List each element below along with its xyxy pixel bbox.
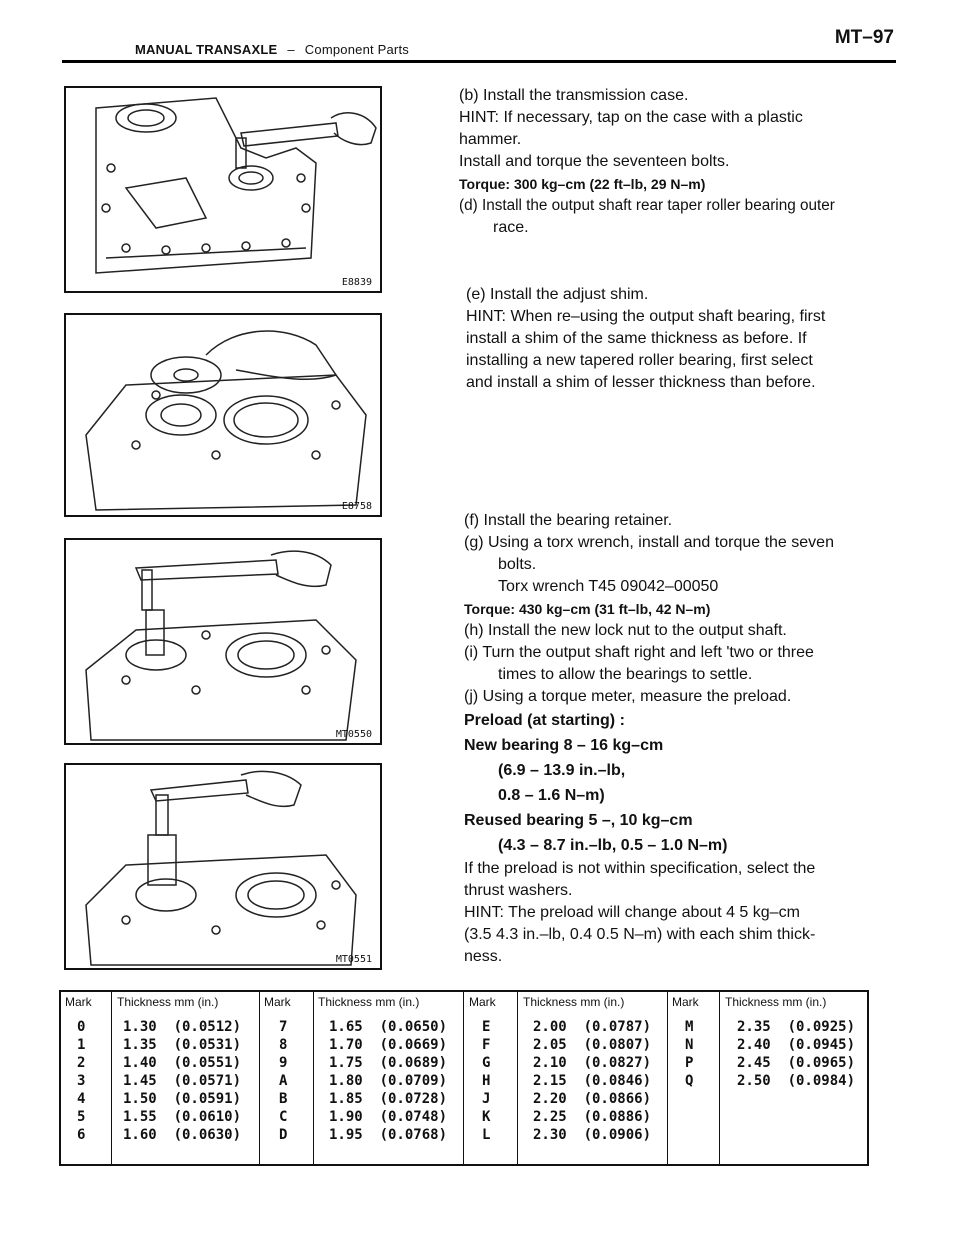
table-divider bbox=[463, 992, 464, 1164]
thickness-column-3 bbox=[533, 1018, 651, 1144]
page-number: MT–97 bbox=[834, 27, 894, 48]
shim-mark: D bbox=[279, 1127, 288, 1143]
page-header bbox=[135, 42, 409, 57]
mark-column-1 bbox=[77, 1018, 85, 1144]
thickness-header: Thickness mm (in.) bbox=[318, 995, 420, 1009]
transmission-case-illustration bbox=[66, 88, 380, 291]
shim-mark: E bbox=[482, 1019, 491, 1035]
shim-mark: 8 bbox=[279, 1037, 288, 1053]
shim-mark: M bbox=[685, 1019, 694, 1035]
mark-column-4 bbox=[685, 1018, 693, 1090]
step-d-cont: race. bbox=[493, 219, 529, 236]
bearing-retainer-illustration bbox=[66, 540, 380, 743]
mark-header: Mark bbox=[672, 995, 699, 1009]
hint-e-4: and install a shim of lesser thickness than before. bbox=[466, 374, 816, 391]
header-separator: – bbox=[287, 42, 295, 57]
preload-new: New bearing 8 – 16 kg–cm bbox=[464, 737, 664, 754]
shim-thickness: 2.15 (0.0846) bbox=[533, 1073, 652, 1089]
hint-b-cont: hammer. bbox=[459, 131, 522, 148]
mark-column-3 bbox=[482, 1018, 490, 1144]
shim-mark: A bbox=[279, 1073, 288, 1089]
shim-thickness: 2.40 (0.0945) bbox=[737, 1037, 856, 1053]
hint-e-2: install a shim of the same thickness as before. If bbox=[466, 330, 807, 347]
shim-mark: L bbox=[482, 1127, 491, 1143]
torque-meter-illustration bbox=[66, 765, 380, 968]
step-f: (f) Install the bearing retainer. bbox=[464, 512, 673, 529]
shim-mark: G bbox=[482, 1055, 491, 1071]
preload-title: Preload (at starting) : bbox=[464, 712, 625, 729]
figure-transmission-case bbox=[64, 86, 382, 293]
note-5: ness. bbox=[464, 948, 503, 965]
adjust-shim-illustration bbox=[66, 315, 380, 515]
shim-thickness: 2.50 (0.0984) bbox=[737, 1073, 856, 1089]
shim-thickness: 2.20 (0.0866) bbox=[533, 1091, 652, 1107]
shim-mark: F bbox=[482, 1037, 491, 1053]
shim-thickness: 1.90 (0.0748) bbox=[329, 1109, 448, 1125]
figure-adjust-shim bbox=[64, 313, 382, 517]
instructions-b-to-d bbox=[459, 85, 889, 239]
shim-mark: 0 bbox=[77, 1019, 86, 1035]
shim-thickness: 1.60 (0.0630) bbox=[123, 1127, 242, 1143]
mark-header: Mark bbox=[65, 995, 92, 1009]
shim-thickness: 1.85 (0.0728) bbox=[329, 1091, 448, 1107]
shim-thickness: 1.40 (0.0551) bbox=[123, 1055, 242, 1071]
shim-mark: N bbox=[685, 1037, 694, 1053]
shim-mark: 2 bbox=[77, 1055, 86, 1071]
note-4: (3.5 4.3 in.–lb, 0.4 0.5 N–m) with each shim thick- bbox=[464, 926, 816, 943]
shim-thickness: 1.70 (0.0669) bbox=[329, 1037, 448, 1053]
step-d: (d) Install the output shaft rear taper roller bearing outer bbox=[459, 197, 835, 214]
preload-reused-conv: (4.3 – 8.7 in.–lb, 0.5 – 1.0 N–m) bbox=[498, 837, 728, 854]
shim-thickness-table bbox=[59, 990, 869, 1166]
shim-thickness: 1.65 (0.0650) bbox=[329, 1019, 448, 1035]
shim-thickness: 1.35 (0.0531) bbox=[123, 1037, 242, 1053]
mark-column-2 bbox=[279, 1018, 287, 1144]
step-g: (g) Using a torx wrench, install and torque the seven bbox=[464, 534, 834, 551]
step-g-cont: bolts. bbox=[498, 556, 537, 573]
torque-spec-1: Torque: 300 kg–cm (22 ft–lb, 29 N–m) bbox=[459, 176, 706, 192]
shim-mark: 6 bbox=[77, 1127, 86, 1143]
table-divider bbox=[111, 992, 112, 1164]
preload-reused: Reused bearing 5 –, 10 kg–cm bbox=[464, 812, 693, 829]
header-rule bbox=[62, 60, 896, 63]
shim-thickness: 1.95 (0.0768) bbox=[329, 1127, 448, 1143]
thickness-header: Thickness mm (in.) bbox=[523, 995, 625, 1009]
step-h: (h) Install the new lock nut to the output shaft. bbox=[464, 622, 787, 639]
thickness-column-1 bbox=[123, 1018, 241, 1144]
shim-mark: 9 bbox=[279, 1055, 288, 1071]
shim-thickness: 2.00 (0.0787) bbox=[533, 1019, 652, 1035]
step-b: (b) Install the transmission case. bbox=[459, 87, 689, 104]
shim-thickness: 1.80 (0.0709) bbox=[329, 1073, 448, 1089]
shim-thickness: 1.75 (0.0689) bbox=[329, 1055, 448, 1071]
shim-thickness: 1.50 (0.0591) bbox=[123, 1091, 242, 1107]
torx-wrench: Torx wrench T45 09042–00050 bbox=[498, 578, 719, 595]
table-divider bbox=[667, 992, 668, 1164]
shim-mark: 1 bbox=[77, 1037, 86, 1053]
shim-mark: 4 bbox=[77, 1091, 86, 1107]
shim-thickness: 2.35 (0.0925) bbox=[737, 1019, 856, 1035]
shim-mark: B bbox=[279, 1091, 288, 1107]
table-divider bbox=[517, 992, 518, 1164]
mark-header: Mark bbox=[469, 995, 496, 1009]
preload-new-inlb: (6.9 – 13.9 in.–lb, bbox=[498, 762, 626, 779]
thickness-header: Thickness mm (in.) bbox=[725, 995, 827, 1009]
shim-mark: 3 bbox=[77, 1073, 86, 1089]
shim-thickness: 2.45 (0.0965) bbox=[737, 1055, 856, 1071]
shim-thickness: 2.05 (0.0807) bbox=[533, 1037, 652, 1053]
step-i: (i) Turn the output shaft right and left 'two or three bbox=[464, 644, 814, 661]
step-e: (e) Install the adjust shim. bbox=[466, 286, 649, 303]
shim-thickness: 1.55 (0.0610) bbox=[123, 1109, 242, 1125]
table-divider bbox=[719, 992, 720, 1164]
preload-new-nm: 0.8 – 1.6 N–m) bbox=[498, 787, 605, 804]
note-3: HINT: The preload will change about 4 5 kg–cm bbox=[464, 904, 800, 921]
step-i-cont: times to allow the bearings to settle. bbox=[498, 666, 753, 683]
shim-mark: C bbox=[279, 1109, 288, 1125]
step-j: (j) Using a torque meter, measure the preload. bbox=[464, 688, 792, 705]
hint-e-3: installing a new tapered roller bearing, first select bbox=[466, 352, 813, 369]
hint-b: HINT: If necessary, tap on the case with a plastic bbox=[459, 109, 803, 126]
shim-thickness: 2.10 (0.0827) bbox=[533, 1055, 652, 1071]
figure-code: E8839 bbox=[341, 277, 372, 288]
shim-mark: J bbox=[482, 1091, 491, 1107]
shim-mark: 5 bbox=[77, 1109, 86, 1125]
shim-thickness: 2.30 (0.0906) bbox=[533, 1127, 652, 1143]
figure-code: E8758 bbox=[341, 501, 372, 512]
figure-code: MT0551 bbox=[335, 954, 372, 965]
shim-mark: Q bbox=[685, 1073, 694, 1089]
shim-mark: H bbox=[482, 1073, 491, 1089]
figure-code: MT0550 bbox=[335, 729, 372, 740]
thickness-header: Thickness mm (in.) bbox=[117, 995, 219, 1009]
hint-e-1: HINT: When re–using the output shaft bearing, first bbox=[466, 308, 826, 325]
shim-thickness: 1.30 (0.0512) bbox=[123, 1019, 242, 1035]
thickness-column-2 bbox=[329, 1018, 447, 1144]
install-bolts: Install and torque the seventeen bolts. bbox=[459, 153, 730, 170]
subsection-title: Component Parts bbox=[304, 42, 409, 57]
instructions-f-to-j bbox=[464, 510, 884, 968]
thickness-column-4 bbox=[737, 1018, 855, 1090]
shim-mark: K bbox=[482, 1109, 491, 1125]
section-title: MANUAL TRANSAXLE bbox=[135, 42, 278, 57]
figure-bearing-retainer bbox=[64, 538, 382, 745]
instructions-e bbox=[466, 284, 886, 394]
shim-mark: 7 bbox=[279, 1019, 288, 1035]
note-1: If the preload is not within specification, select the bbox=[464, 860, 816, 877]
figure-torque-meter bbox=[64, 763, 382, 970]
table-divider bbox=[313, 992, 314, 1164]
table-divider bbox=[259, 992, 260, 1164]
shim-thickness: 1.45 (0.0571) bbox=[123, 1073, 242, 1089]
note-2: thrust washers. bbox=[464, 882, 573, 899]
shim-mark: P bbox=[685, 1055, 694, 1071]
shim-thickness: 2.25 (0.0886) bbox=[533, 1109, 652, 1125]
torque-spec-2: Torque: 430 kg–cm (31 ft–lb, 42 N–m) bbox=[464, 601, 711, 617]
mark-header: Mark bbox=[264, 995, 291, 1009]
